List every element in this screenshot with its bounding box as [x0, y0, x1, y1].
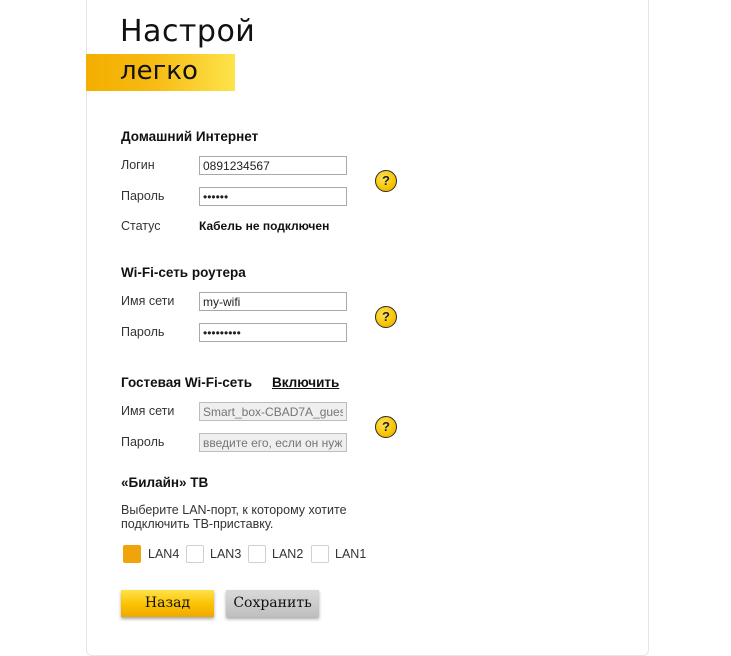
help-icon[interactable]: ? [375, 306, 397, 328]
logo-title: Настрой [120, 14, 256, 49]
wifi-password-label: Пароль [121, 325, 165, 339]
guest-password-input[interactable] [199, 433, 347, 452]
logo-subtitle: легко [120, 56, 198, 86]
lan2-label: LAN2 [272, 547, 304, 561]
tv-description: Выберите LAN-порт, к которому хотите подключить ТВ-приставку. [121, 503, 347, 531]
lan4-label: LAN4 [148, 547, 180, 561]
lan4-checkbox[interactable] [123, 545, 141, 563]
wifi-password-input[interactable] [199, 323, 347, 342]
guest-ssid-input[interactable] [199, 402, 347, 421]
guest-wifi-title: Гостевая Wi-Fi-сеть [121, 375, 253, 390]
lan1-checkbox[interactable] [311, 545, 329, 563]
help-icon[interactable]: ? [375, 170, 397, 192]
lan3-checkbox[interactable] [186, 545, 204, 563]
password-input[interactable] [199, 187, 347, 206]
password-label: Пароль [121, 189, 165, 203]
router-wifi-title: Wi-Fi-сеть роутера [121, 265, 246, 280]
lan2-checkbox[interactable] [248, 545, 266, 563]
login-input[interactable] [199, 156, 347, 175]
ssid-input[interactable] [199, 292, 347, 311]
ssid-label: Имя сети [121, 294, 175, 308]
lan1-label: LAN1 [335, 547, 367, 561]
guest-password-label: Пароль [121, 435, 165, 449]
save-button[interactable]: Сохранить [226, 590, 319, 617]
login-label: Логин [121, 158, 155, 172]
status-value: Кабель не подключен [199, 219, 330, 233]
tv-title: «Билайн» ТВ [121, 475, 209, 490]
help-icon[interactable]: ? [375, 416, 397, 438]
enable-guest-wifi-link[interactable]: Включить [272, 375, 340, 390]
home-internet-title: Домашний Интернет [121, 129, 259, 144]
lan3-label: LAN3 [210, 547, 242, 561]
status-label: Статус [121, 219, 161, 233]
guest-ssid-label: Имя сети [121, 404, 175, 418]
back-button[interactable]: Назад [121, 590, 214, 617]
